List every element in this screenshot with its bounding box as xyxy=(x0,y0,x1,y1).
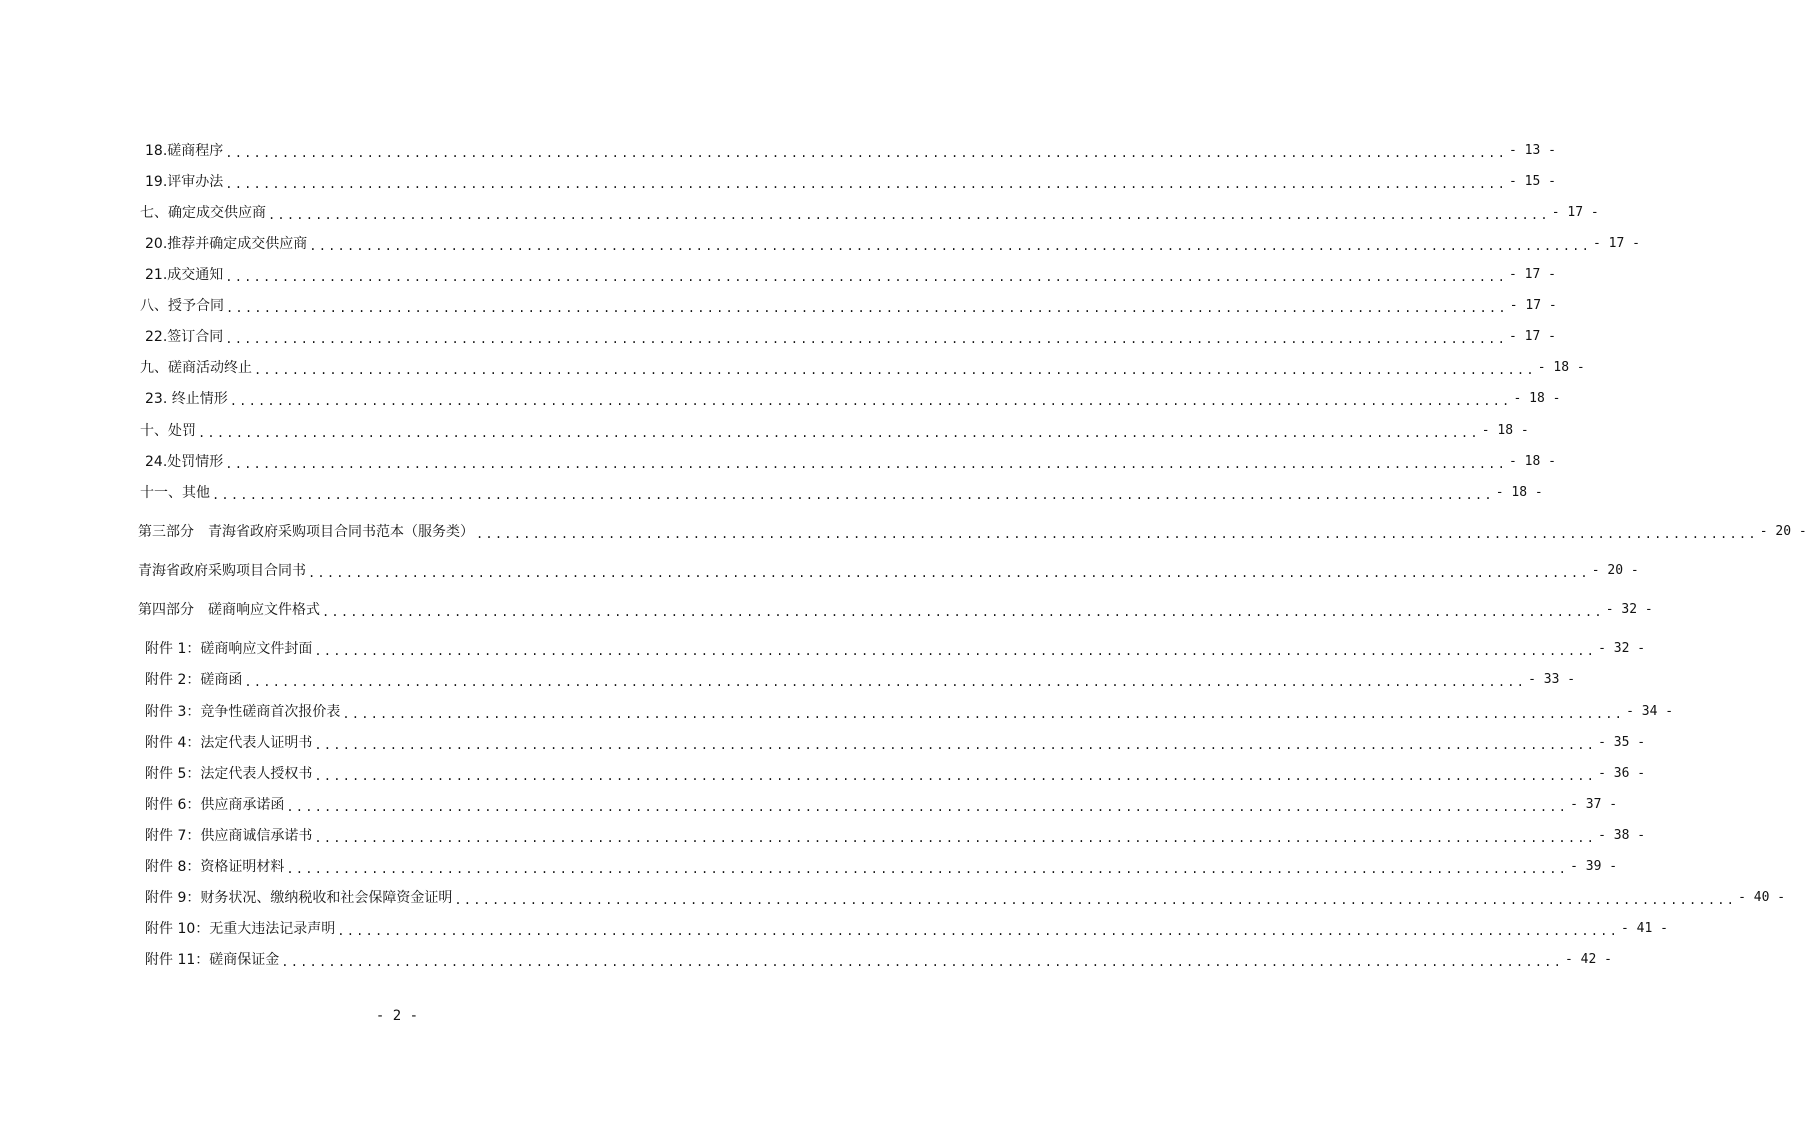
toc-entry[interactable] xyxy=(145,325,1556,349)
toc-entry-label: 第四部分 磋商响应文件格式 xyxy=(138,602,320,618)
toc-entry-label: 20.推荐并确定成交供应商 xyxy=(145,236,308,252)
toc-leader-dots: ........................................................................................................................................ xyxy=(281,955,1564,969)
toc-entry-page: - 20 - xyxy=(1591,563,1639,578)
toc-entry-page: - 42 - xyxy=(1565,952,1612,967)
toc-entry-label: 附件 2：磋商函 xyxy=(145,672,243,688)
toc-leader-dots: ........................................................................................................................................ xyxy=(225,332,1508,346)
toc-entry-page: - 18 - xyxy=(1509,454,1556,469)
toc-entry[interactable] xyxy=(145,917,1668,941)
toc-leader-dots: ........................................................................................................................................ xyxy=(286,800,1569,814)
toc-entry[interactable] xyxy=(145,855,1618,879)
toc-entry-page: - 41 - xyxy=(1621,921,1668,936)
toc-leader-dots: ........................................................................................................................................ xyxy=(342,707,1625,721)
toc-entry-label: 附件 4：法定代表人证明书 xyxy=(145,735,313,751)
toc-entry-label: 22.签订合同 xyxy=(145,329,224,345)
toc-entry-page: - 32 - xyxy=(1605,602,1653,617)
toc-leader-dots: ........................................................................................................................................ xyxy=(225,177,1508,191)
toc-entry[interactable] xyxy=(145,793,1618,817)
toc-entry-page: - 35 - xyxy=(1598,735,1646,750)
toc-entry[interactable] xyxy=(138,598,1653,622)
toc-leader-dots: ........................................................................................................................................ xyxy=(314,738,1597,752)
toc-entry[interactable] xyxy=(145,263,1556,287)
toc-entry-page: - 15 - xyxy=(1509,174,1556,189)
toc-entry-label: 第三部分 青海省政府采购项目合同书范本（服务类） xyxy=(138,524,474,540)
toc-entry-label: 附件 7：供应商诚信承诺书 xyxy=(145,828,313,844)
toc-entry[interactable] xyxy=(145,450,1556,474)
toc-entry-label: 21.成交通知 xyxy=(145,267,224,283)
toc-entry-page: - 17 - xyxy=(1551,205,1599,220)
toc-entry[interactable] xyxy=(138,559,1639,583)
toc-entry-label: 19.评审办法 xyxy=(145,174,224,190)
toc-entry-label: 18.磋商程序 xyxy=(145,143,224,159)
toc-leader-dots: ........................................................................................................................................ xyxy=(226,301,1508,315)
toc-entry[interactable] xyxy=(145,170,1556,194)
toc-leader-dots: ........................................................................................................................................ xyxy=(244,675,1527,689)
toc-entry-label: 十、处罚 xyxy=(140,423,196,439)
toc-leader-dots: ........................................................................................................................................ xyxy=(212,488,1494,502)
toc-entry[interactable] xyxy=(145,637,1646,661)
toc-entry-page: - 17 - xyxy=(1509,329,1556,344)
toc-entry[interactable] xyxy=(145,948,1612,972)
toc-entry-label: 八、授予合同 xyxy=(140,298,224,314)
toc-entry-page: - 17 - xyxy=(1509,267,1556,282)
toc-entry[interactable] xyxy=(145,387,1561,411)
toc-entry-page: - 17 - xyxy=(1593,236,1640,251)
toc-entry-label: 附件 10：无重大违法记录声明 xyxy=(145,921,336,937)
toc-entry[interactable] xyxy=(138,520,1807,544)
toc-entry[interactable] xyxy=(145,762,1646,786)
toc-leader-dots: ........................................................................................................................................ xyxy=(254,363,1536,377)
toc-leader-dots: ........................................................................................................................................ xyxy=(268,208,1550,222)
toc-entry-label: 十一、其他 xyxy=(140,485,210,501)
toc-entry-label: 附件 8：资格证明材料 xyxy=(145,859,285,875)
toc-entry[interactable] xyxy=(145,139,1556,163)
toc-entry-label: 青海省政府采购项目合同书 xyxy=(138,563,306,579)
toc-entry[interactable] xyxy=(145,731,1646,755)
toc-leader-dots: ........................................................................................................................................ xyxy=(225,146,1508,160)
toc-entry[interactable] xyxy=(145,232,1640,256)
toc-leader-dots: ........................................................................................................................................ xyxy=(225,457,1508,471)
toc-entry-page: - 38 - xyxy=(1598,828,1646,843)
toc-entry-page: - 34 - xyxy=(1626,704,1674,719)
toc-entry[interactable] xyxy=(140,419,1529,443)
toc-entry-label: 附件 3：竞争性磋商首次报价表 xyxy=(145,704,341,720)
toc-leader-dots: ........................................................................................................................................ xyxy=(314,644,1597,658)
toc-entry-page: - 18 - xyxy=(1537,360,1585,375)
toc-entry-label: 九、磋商活动终止 xyxy=(140,360,252,376)
toc-entry-label: 七、确定成交供应商 xyxy=(140,205,266,221)
toc-entry-page: - 18 - xyxy=(1481,423,1529,438)
page-number: - 2 - xyxy=(375,1008,419,1024)
toc-leader-dots: ........................................................................................................................................ xyxy=(314,831,1597,845)
toc-entry-page: - 18 - xyxy=(1495,485,1543,500)
toc-leader-dots: ........................................................................................................................................ xyxy=(229,394,1512,408)
toc-leader-dots: ........................................................................................................................................ xyxy=(476,527,1758,541)
toc-entry[interactable] xyxy=(145,668,1576,692)
toc-entry[interactable] xyxy=(140,481,1543,505)
toc-leader-dots: ........................................................................................................................................ xyxy=(337,924,1620,938)
toc-leader-dots: ........................................................................................................................................ xyxy=(225,270,1508,284)
toc-leader-dots: ........................................................................................................................................ xyxy=(308,566,1590,580)
toc-entry-page: - 17 - xyxy=(1509,298,1557,313)
toc-entry-page: - 32 - xyxy=(1598,641,1646,656)
toc-entry[interactable] xyxy=(140,201,1599,225)
toc-leader-dots: ........................................................................................................................................ xyxy=(309,239,1592,253)
toc-entry-label: 附件 1：磋商响应文件封面 xyxy=(145,641,313,657)
toc-leader-dots: ........................................................................................................................................ xyxy=(322,605,1604,619)
toc-entry-label: 24.处罚情形 xyxy=(145,454,224,470)
toc-entry-label: 23. 终止情形 xyxy=(145,391,228,407)
toc-entry-page: - 36 - xyxy=(1598,766,1646,781)
toc-entry[interactable] xyxy=(145,700,1674,724)
toc-leader-dots: ........................................................................................................................................ xyxy=(286,862,1569,876)
toc-entry-page: - 13 - xyxy=(1509,143,1556,158)
toc-entry-page: - 37 - xyxy=(1570,797,1618,812)
toc-entry[interactable] xyxy=(145,824,1646,848)
toc-entry-label: 附件 11：磋商保证金 xyxy=(145,952,280,968)
toc-entry-page: - 18 - xyxy=(1513,391,1561,406)
toc-entry[interactable] xyxy=(140,294,1557,318)
toc-entry-page: - 33 - xyxy=(1528,672,1576,687)
toc-leader-dots: ........................................................................................................................................ xyxy=(198,426,1480,440)
toc-leader-dots: ........................................................................................................................................ xyxy=(454,893,1737,907)
toc-entry-page: - 20 - xyxy=(1759,524,1807,539)
toc-entry-page: - 39 - xyxy=(1570,859,1618,874)
toc-leader-dots: ........................................................................................................................................ xyxy=(314,769,1597,783)
toc-entry-label: 附件 9：财务状况、缴纳税收和社会保障资金证明 xyxy=(145,890,453,906)
toc-entry-page: - 40 - xyxy=(1738,890,1786,905)
toc-entry-label: 附件 6：供应商承诺函 xyxy=(145,797,285,813)
toc-entry[interactable] xyxy=(140,356,1585,380)
toc-entry[interactable] xyxy=(145,886,1786,910)
toc-entry-label: 附件 5：法定代表人授权书 xyxy=(145,766,313,782)
